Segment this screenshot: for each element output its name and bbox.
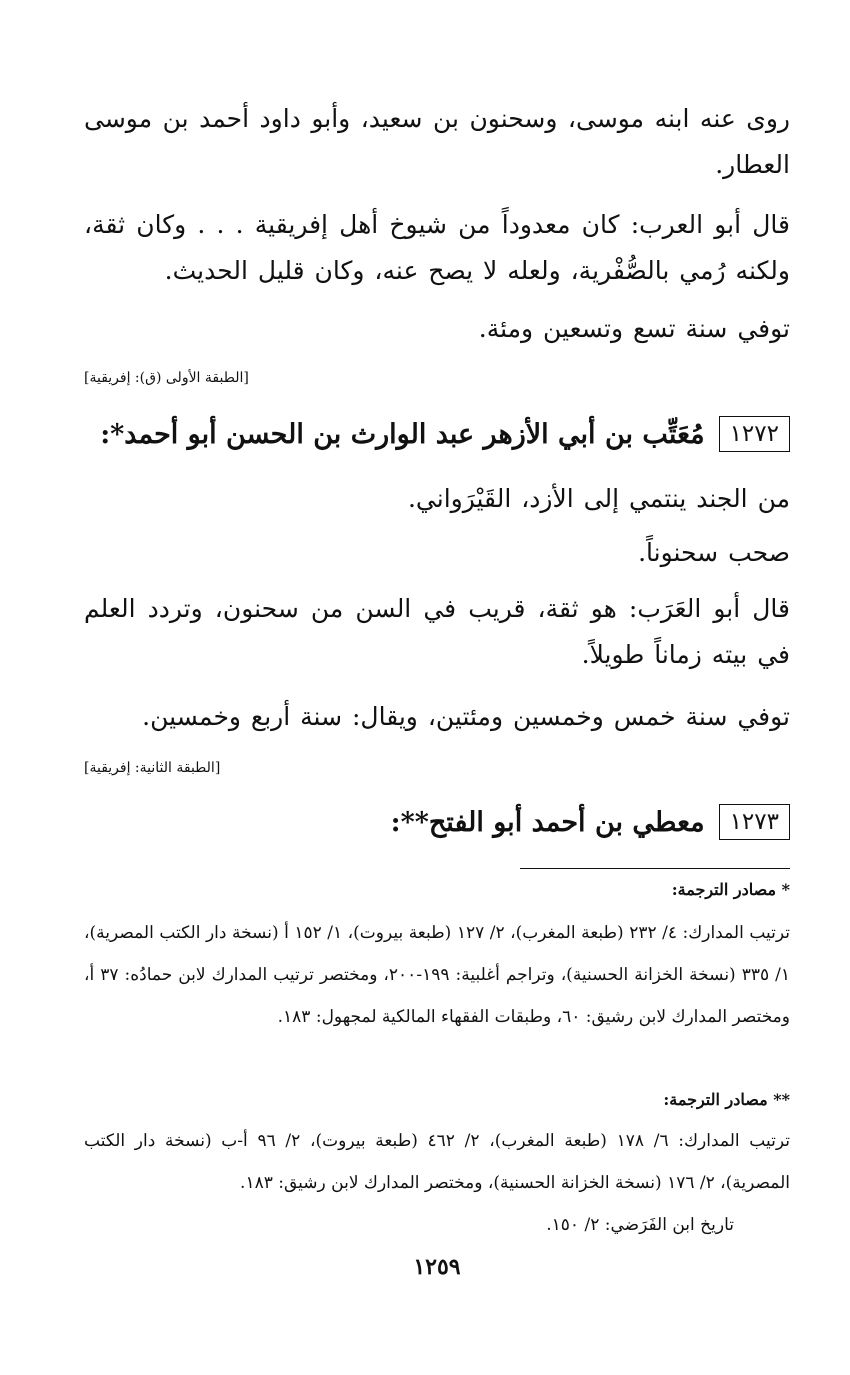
page-number: ١٢٥٩ xyxy=(413,1254,461,1280)
paragraph-death-1: توفي سنة تسع وتسعين ومئة. xyxy=(478,314,790,343)
paragraph-narrators: روى عنه ابنه موسى، وسحنون بن سعيد، وأبو داود أحمد بن موسى العطار. xyxy=(84,104,790,179)
paragraph-abu-al-arab-2: قال أبو العَرَب: هو ثقة، قريب في السن من سحنون، وتردد العلم في بيته زماناً طويلاً. xyxy=(84,594,790,669)
paragraph-origin: من الجند ينتمي إلى الأزد، القَيْرَواني. xyxy=(407,484,790,513)
entry-heading-1272 xyxy=(84,416,790,452)
footnote-divider xyxy=(520,868,790,869)
entry-name: معطي بن أحمد أبو الفتح**: xyxy=(390,806,705,838)
footnote-text-3: تاريخ ابن الفَرَضي: ٢/ ١٥٠. xyxy=(546,1215,734,1235)
paragraph-death-2: توفي سنة خمس وخمسين ومئتين، ويقال: سنة أربع وخمسين. xyxy=(142,702,790,731)
tabaqa-tag-2: [الطبقة الثانية: إفريقية] xyxy=(84,760,221,776)
entry-name: مُعَتِّب بن أبي الأزهر عبد الوارث بن الحسن أبو أحمد*: xyxy=(100,418,705,450)
book-page xyxy=(84,0,790,1375)
entry-number-box: ١٢٧٢ xyxy=(719,416,790,452)
footnote-title-2: ** مصادر الترجمة: xyxy=(663,1090,790,1109)
paragraph-abu-al-arab-1: قال أبو العرب: كان معدوداً من شيوخ أهل إفريقية . . . وكان ثقة، ولكنه رُمي بالصُّفْرية، ولعله لا يصح عنه، وكان قليل الحديث. xyxy=(84,210,790,285)
entry-heading-1273 xyxy=(84,804,790,840)
footnote-text-1: ترتيب المدارك: ٤/ ٢٣٢ (طبعة المغرب)، ٢/ ١٢٧ (طبعة بيروت)، ١/ ١٥٢ أ (نسخة دار الكتب المصرية)، ١/ ٣٣٥ (نسخة الخزانة الحسنية)، وتراجم أغلبية: ١٩٩-٢٠٠، ومختصر ترتيب المدارك لابن حمادُه: ٣٧ أ، ومختصر المدارك لابن رشيق: ٦٠، وطبقات الفقهاء المالكية لمجهول: ١٨٣. xyxy=(84,923,791,1027)
paragraph-companion: صحب سحنوناً. xyxy=(638,538,790,567)
footnote-text-2: ترتيب المدارك: ٦/ ١٧٨ (طبعة المغرب)، ٢/ ٤٦٢ (طبعة بيروت)، ٢/ ٩٦ أ-ب (نسخة دار الكتب المصرية)، ٢/ ١٧٦ (نسخة الخزانة الحسنية)، ومختصر المدارك لابن رشيق: ١٨٣. xyxy=(84,1131,790,1193)
footnote-title-1: * مصادر الترجمة: xyxy=(671,880,790,899)
entry-number-box: ١٢٧٣ xyxy=(719,804,790,840)
tabaqa-tag-1: [الطبقة الأولى (ق): إفريقية] xyxy=(84,370,249,386)
